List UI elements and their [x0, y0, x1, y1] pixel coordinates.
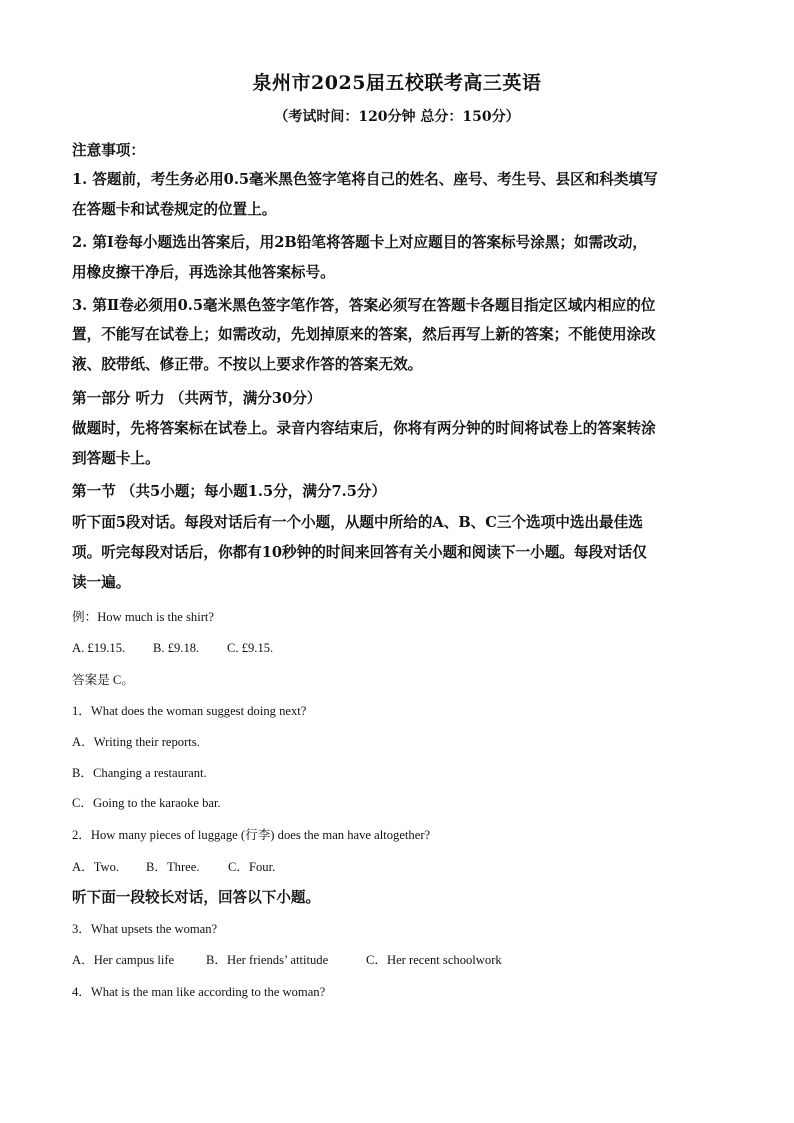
- question-2-option-a: A．Two.: [72, 860, 120, 874]
- notice-item-1-line-2: 在答题卡和试卷规定的位置上。: [72, 201, 277, 218]
- question-3-stem: 3．What upsets the woman?: [72, 922, 218, 936]
- question-2-options: [72, 857, 275, 877]
- question-3-option-c: C．Her recent schoolwork: [366, 953, 502, 967]
- notice-item-3-line-3: 液、胶带纸、修正带。不按以上要求作答的答案无效。: [72, 356, 423, 373]
- question-2-option-b: B．Three.: [146, 860, 200, 874]
- example-options: [72, 638, 273, 658]
- question-1-option-c: C．Going to the karaoke bar.: [72, 796, 221, 810]
- question-4-stem: 4．What is the man like according to the woman?: [72, 985, 326, 999]
- question-3-options: [72, 950, 502, 970]
- part1-instruction-line-1: 做题时，先将答案标在试卷上。录音内容结束后，你将有两分钟的时间将试卷上的答案转涂: [72, 420, 656, 437]
- example-answer: 答案是 C。: [72, 673, 134, 687]
- notice-item-3-line-1: 3. 第Ⅱ卷必须用0.5毫米黑色签字笔作答，答案必须写在答题卡各题目指定区域内相应的位: [72, 297, 656, 314]
- part1-instruction-line-2: 到答题卡上。: [72, 450, 160, 467]
- exam-subtitle: （考试时间：120分钟 总分：150分）: [274, 109, 520, 125]
- example-option-a: A. £19.15.: [72, 641, 126, 655]
- part1-heading: 第一部分 听力 （共两节，满分30分）: [72, 390, 322, 407]
- question-1-stem: 1．What does the woman suggest doing next?: [72, 704, 307, 718]
- notice-item-3-line-2: 置，不能写在试卷上；如需改动，先划掉原来的答案，然后再写上新的答案；不能使用涂改: [72, 326, 656, 343]
- exam-title: 泉州市2025届五校联考高三英语: [252, 72, 542, 94]
- question-2-option-c: C．Four.: [228, 860, 276, 874]
- notice-item-2-line-1: 2. 第Ⅰ卷每小题选出答案后，用2B铅笔将答题卡上对应题目的答案标号涂黑；如需改动，: [72, 234, 648, 251]
- question-3-option-a: A．Her campus life: [72, 953, 175, 967]
- notice-heading: 注意事项：: [72, 142, 145, 159]
- notice-item-2-line-2: 用橡皮擦干净后，再选涂其他答案标号。: [72, 264, 335, 281]
- section1-instruction-line-1: 听下面5段对话。每段对话后有一个小题，从题中所给的A、B、C三个选项中选出最佳选: [72, 514, 643, 531]
- question-3-option-b: B．Her friends’ attitude: [206, 953, 329, 967]
- example-question: 例：How much is the shirt?: [72, 610, 215, 624]
- question-1-option-a: A．Writing their reports.: [72, 735, 200, 749]
- section1-instruction-line-3: 读一遍。: [72, 574, 131, 591]
- example-option-b: B. £9.18.: [153, 641, 200, 655]
- question-2-stem: 2．How many pieces of luggage (行李) does the man have altogether?: [72, 828, 431, 842]
- long-dialog-instruction: 听下面一段较长对话，回答以下小题。: [72, 889, 321, 906]
- section1-instruction-line-2: 项。听完每段对话后，你都有10秒钟的时间来回答有关小题和阅读下一小题。每段对话仅: [72, 544, 647, 561]
- notice-item-1-line-1: 1. 答题前，考生务必用0.5毫米黑色签字笔将自己的姓名、座号、考生号、县区和科类填写: [72, 171, 658, 188]
- example-option-c: C. £9.15.: [227, 641, 274, 655]
- question-1-option-b: B．Changing a restaurant.: [72, 766, 207, 780]
- section1-heading: 第一节 （共5小题；每小题1.5分，满分7.5分）: [72, 483, 387, 500]
